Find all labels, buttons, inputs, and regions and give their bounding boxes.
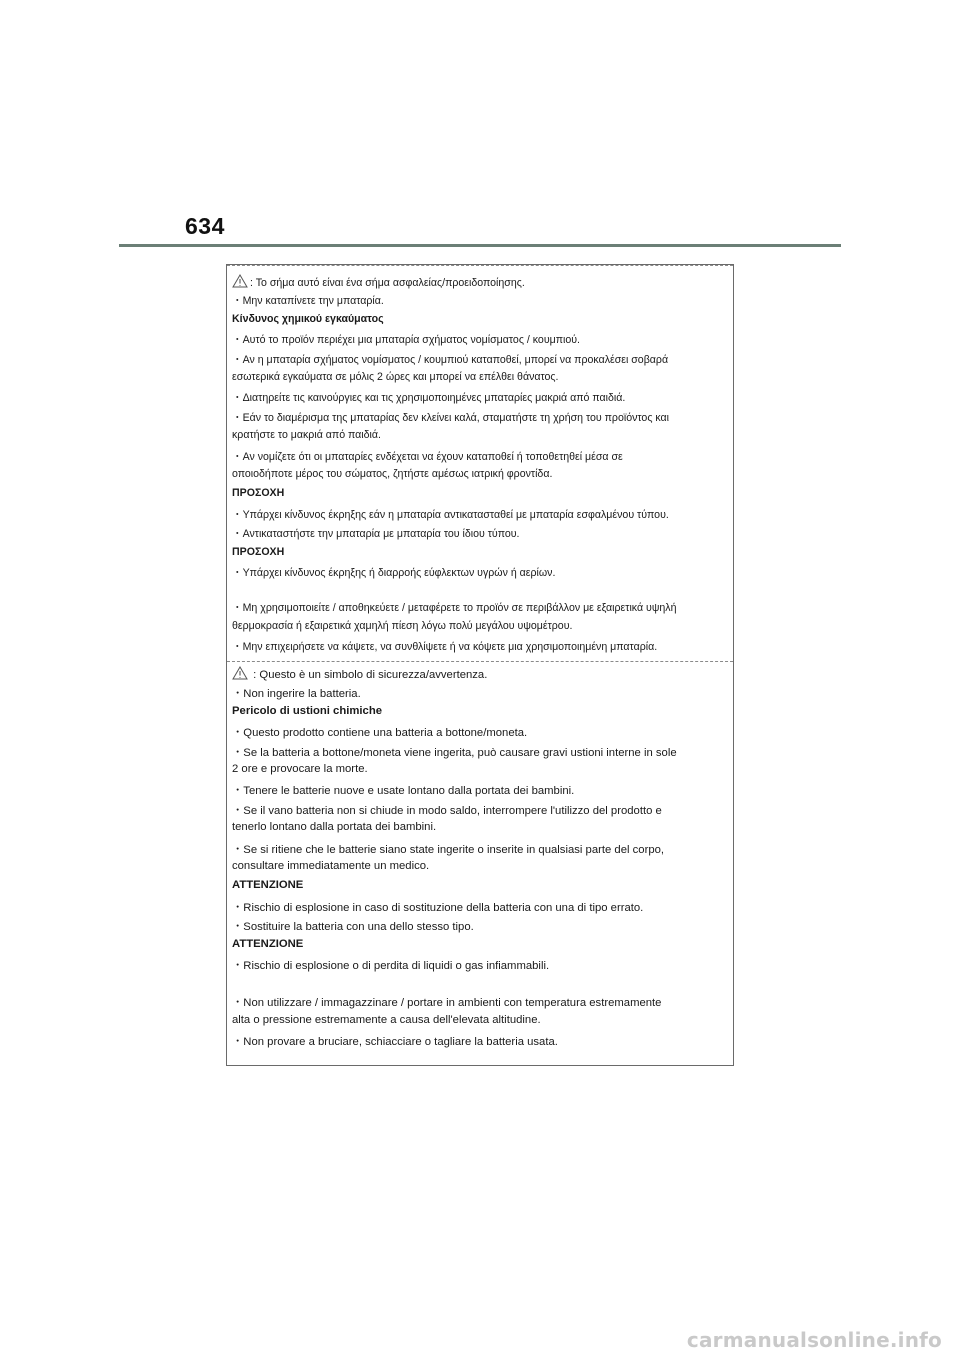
line-text: ・Μη χρησιμοποιείτε / αποθηκεύετε / μεταφέρετε το προϊόν σε περιβάλλον με εξαιρετικά υψηλή [232,602,677,615]
section-heading [232,938,303,950]
notice-line [232,763,368,775]
notice-line [232,468,552,480]
italian-notice-section [227,661,733,1066]
line-text: ・Tenere le batterie nuove e usate lontano dalla portata dei bambini. [232,785,575,798]
notice-line [232,724,527,740]
notice-line [232,957,549,973]
notice-line [232,449,623,464]
line-text: ・Μην καταπίνετε την μπαταρία. [232,295,384,308]
line-text: : Το σήμα αυτό είναι ένα σήμα ασφαλείας/προειδοποίησης. [250,277,525,289]
page-number: 634 [185,213,225,239]
notice-line [232,899,643,915]
line-text: 2 ore e provocare la morte. [232,763,368,775]
notice-line [232,429,381,441]
notice-line [232,666,487,681]
line-text: Pericolo di ustioni chimiche [232,704,383,717]
line-text: κρατήστε το μακριά από παιδιά. [232,429,381,442]
line-text: alta o pressione estremamente a causa dell'elevata altitudine. [232,1013,541,1026]
line-text: ・Rischio di esplosione o di perdita di liquidi o gas infiammabili. [232,960,550,972]
section-heading [232,879,303,891]
notice-line [232,410,669,425]
line-text: ・Υπάρχει κίνδυνος έκρηξης εάν η μπαταρία αντικατασταθεί με μπαταρία εσφαλμένου τύπου. [232,508,669,521]
line-text: Κίνδυνος χημικού εγκαύματος [232,312,384,325]
section-heading [232,487,284,499]
notice-line [232,274,525,289]
header-rule [119,244,841,247]
warning-triangle-icon [232,666,248,680]
notice-line [232,526,520,541]
line-text: : Questo è un simbolo di sicurezza/avvertenza. [250,669,488,681]
line-text: ・Non provare a bruciare, schiacciare o tagliare la batteria usata. [232,1036,558,1049]
notice-line [232,994,661,1010]
line-text: ・Non utilizzare / immagazzinare / portare in ambienti con temperatura estremamente [232,997,662,1010]
line-text: ΠΡΟΣΟΧΗ [232,487,285,500]
notice-line [232,352,668,367]
line-text: tenerlo lontano dalla portata dei bambini. [232,821,437,834]
notice-line [232,1014,541,1026]
section-heading [232,705,382,717]
notice-line [232,639,657,654]
notice-line [232,293,384,308]
notice-line [232,782,574,798]
line-text: ・Se si ritiene che le batterie siano state ingerite o inserite in qualsiasi parte del corpo, [232,843,665,856]
line-text: ・Υπάρχει κίνδυνος έκρηξης ή διαρροής εύφλεκτων υγρών ή αερίων. [232,567,556,579]
line-text: ・Διατηρείτε τις καινούργιες και τις χρησιμοποιημένες μπαταρίες μακριά από παιδιά. [232,392,626,405]
notice-line [232,390,625,405]
notice-line [232,821,436,833]
line-text: ・Αν νομίζετε ότι οι μπαταρίες ενδέχεται να έχουν καταποθεί ή τοποθετηθεί μέσα σε [232,450,623,463]
line-text: ・Αν η μπαταρία σχήματος νομίσματος / κουμπιού καταποθεί, μπορεί να προκαλέσει σοβαρά [232,353,669,366]
line-text: εσωτερικά εγκαύματα σε μόλις 2 ώρες και μπορεί να επέλθει θάνατος. [232,371,559,383]
line-text: ・Αντικαταστήστε την μπαταρία με μπαταρία του ίδιου τύπου. [232,528,520,541]
line-text: ATTENZIONE [232,937,304,950]
line-text: ・Εάν το διαμέρισμα της μπαταρίας δεν κλείνει καλά, σταματήστε τη χρήση του προϊόντος και [232,411,670,424]
notice-line [232,1033,558,1049]
notice-line [232,371,558,383]
notice-line [232,620,572,632]
notice-line [232,685,361,701]
line-text: ・Αυτό το προϊόν περιέχει μια μπαταρία σχήματος νομίσματος / κουμπιού. [232,334,581,347]
notice-line [232,918,474,934]
notice-line [232,600,676,615]
section-heading [232,546,284,558]
line-text: ・Rischio di esplosione in caso di sostituzione della batteria con una di tipo errato. [232,901,644,914]
section-heading [232,313,384,325]
line-text: ・Se la batteria a bottone/moneta viene ingerita, può causare gravi ustioni interne in sole [232,746,677,759]
line-text: ΠΡΟΣΟΧΗ [232,545,285,558]
line-text: θερμοκρασία ή εξαιρετικά χαμηλή πίεση λόγω πολύ μεγάλου υψομέτρου. [232,619,573,632]
battery-safety-notice [226,264,734,1066]
line-text: consultare immediatamente un medico. [232,860,430,872]
footer-watermark: carmanualsonline.info [686,1328,942,1352]
notice-line [232,507,669,522]
line-text: ・Sostituire la batteria con una dello stesso tipo. [232,921,474,934]
line-text: ・Μην επιχειρήσετε να κάψετε, να συνθλίψετε ή να κόψετε μια χρησιμοποιημένη μπαταρία. [232,641,658,654]
line-text: ・Non ingerire la batteria. [232,688,361,701]
line-text: ・Se il vano batteria non si chiude in modo saldo, interrompere l'utilizzo del prodotto e [232,804,662,817]
line-text: ATTENZIONE [232,879,304,892]
line-text: ・Questo prodotto contiene una batteria a bottone/moneta. [232,727,528,740]
notice-line [232,841,664,857]
greek-notice-section [227,265,733,662]
notice-line [232,332,580,347]
notice-line [232,744,677,760]
notice-line [232,860,429,872]
notice-line [232,802,662,818]
notice-line [232,565,555,580]
line-text: οποιοδήποτε μέρος του σώματος, ζητήστε αμέσως ιατρική φροντίδα. [232,468,553,480]
warning-triangle-icon [232,274,248,288]
